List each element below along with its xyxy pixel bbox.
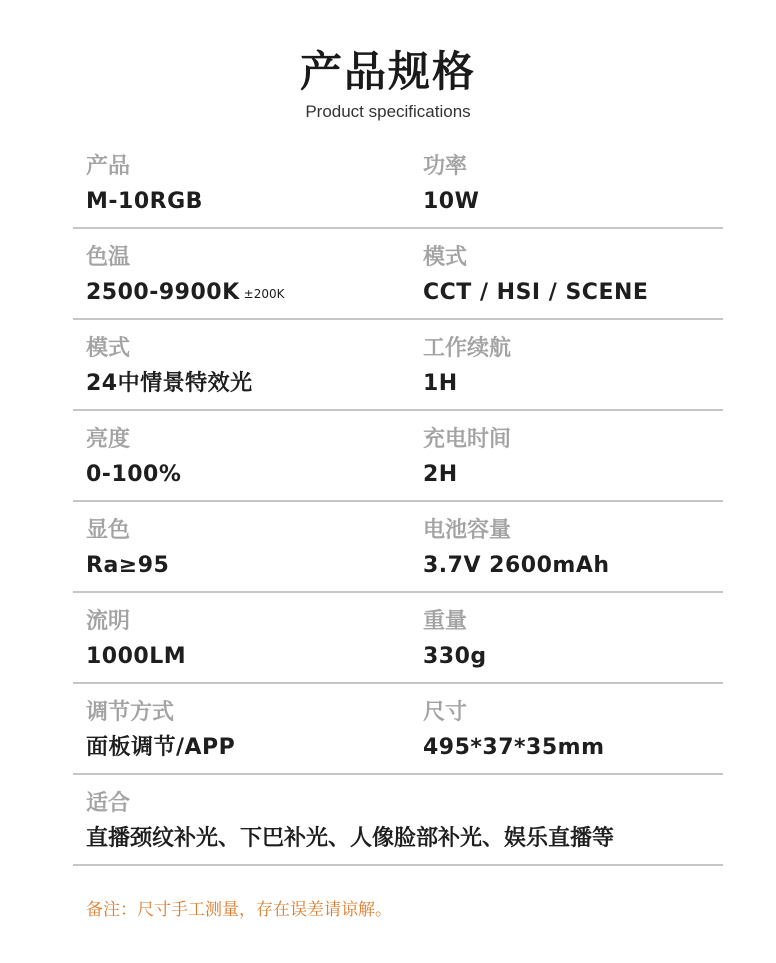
spec-row	[73, 502, 723, 593]
spec-value: 1000LM	[86, 644, 187, 669]
spec-label: 电池容量	[423, 518, 512, 543]
page-subtitle: Product specifications	[305, 102, 471, 121]
spec-value: 0-100%	[86, 462, 182, 487]
spec-value: 330g	[423, 644, 487, 669]
spec-cell-runtime	[423, 320, 723, 409]
spec-cell-color-temp	[86, 229, 416, 318]
footnote: 备注：尺寸手工测量，存在误差请谅解。	[86, 900, 392, 920]
spec-row	[73, 229, 723, 320]
spec-cell-product	[86, 138, 416, 227]
spec-cell-cri	[86, 502, 416, 591]
spec-value-main: 2500-9900K	[86, 280, 240, 305]
spec-value: 直播颈纹补光、下巴补光、人像脸部补光、娱乐直播等	[86, 826, 615, 851]
spec-label: 亮度	[86, 427, 131, 452]
spec-label: 调节方式	[86, 700, 175, 725]
spec-value: 面板调节/APP	[86, 735, 236, 760]
spec-cell-control	[86, 684, 416, 773]
spec-value: 1H	[423, 371, 458, 396]
spec-value: CCT / HSI / SCENE	[423, 280, 649, 305]
spec-row	[73, 593, 723, 684]
spec-row	[73, 411, 723, 502]
spec-table	[73, 138, 723, 866]
spec-label: 尺寸	[423, 700, 468, 725]
spec-row	[73, 684, 723, 775]
spec-label: 色温	[86, 245, 131, 270]
spec-cell-power	[423, 138, 723, 227]
spec-label: 流明	[86, 609, 131, 634]
spec-row	[73, 320, 723, 411]
spec-value: 24中情景特效光	[86, 371, 253, 396]
spec-cell-brightness	[86, 411, 416, 500]
spec-value: 3.7V 2600mAh	[423, 553, 610, 578]
spec-cell-size	[423, 684, 723, 773]
spec-label: 工作续航	[423, 336, 512, 361]
spec-cell-suitable	[86, 775, 723, 864]
spec-label: 充电时间	[423, 427, 512, 452]
spec-label: 重量	[423, 609, 468, 634]
spec-value: Ra≥95	[86, 553, 170, 578]
spec-cell-battery	[423, 502, 723, 591]
spec-value-tolerance: ±200K	[243, 287, 285, 301]
spec-label: 功率	[423, 154, 468, 179]
spec-label: 产品	[86, 154, 131, 179]
spec-label: 模式	[86, 336, 131, 361]
spec-label: 显色	[86, 518, 131, 543]
page-title: 产品规格	[299, 47, 476, 96]
spec-cell-mode	[423, 229, 723, 318]
spec-cell-mode-scenes	[86, 320, 416, 409]
spec-cell-weight	[423, 593, 723, 682]
spec-label: 模式	[423, 245, 468, 270]
spec-row-suitable	[73, 775, 723, 866]
spec-value	[86, 278, 284, 309]
spec-value: M-10RGB	[86, 189, 203, 214]
spec-value: 2H	[423, 462, 458, 487]
spec-cell-charge-time	[423, 411, 723, 500]
spec-value: 10W	[423, 189, 480, 214]
spec-value: 495*37*35mm	[423, 735, 605, 760]
spec-cell-lumen	[86, 593, 416, 682]
spec-row	[73, 138, 723, 229]
spec-label: 适合	[86, 791, 131, 816]
